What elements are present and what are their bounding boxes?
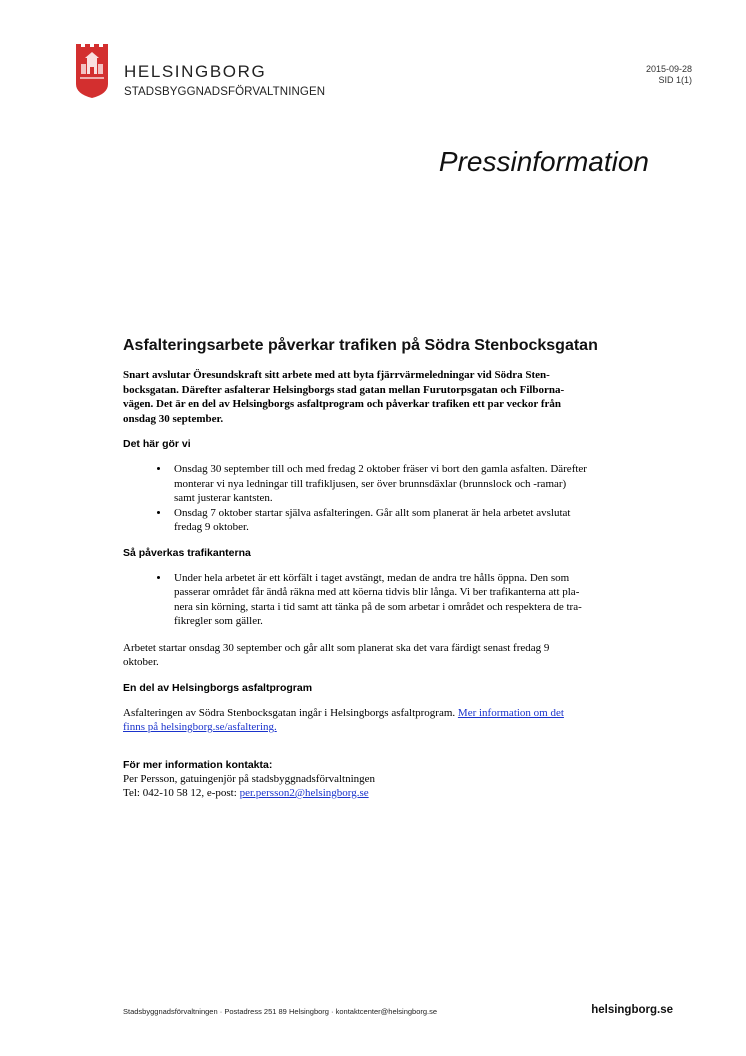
contact-email-link[interactable]: per.persson2@helsingborg.se bbox=[239, 787, 369, 799]
department-name: STADSBYGGNADSFÖRVALTNINGEN bbox=[124, 86, 326, 98]
list-item-line: Onsdag 7 oktober startar själva asfalteringen. Går allt som planerat är hela arbetet avslutat bbox=[174, 506, 571, 519]
footer-website: helsingborg.se bbox=[591, 1004, 673, 1016]
lead-line: vägen. Det är en del av Helsingborgs asfaltprogram och påverkar trafiken ett par veckor från bbox=[123, 398, 562, 410]
list-item-line: nera sin körning, starta i tid samt att tänka på de som arbetar i området och respektera de tra- bbox=[174, 600, 582, 613]
list-item bbox=[170, 571, 643, 629]
document-meta bbox=[646, 64, 692, 86]
paragraph-line: oktober. bbox=[123, 656, 159, 668]
paragraph-line: Arbetet startar onsdag 30 september och går allt som planerat ska det vara färdigt senast fredag 9 bbox=[123, 641, 550, 654]
lead-line: bocksgatan. Därefter asfalterar Helsingborgs stad gatan mellan Furutorpsgatan och Filborna- bbox=[123, 383, 565, 396]
contact-label: För mer information kontakta: bbox=[123, 758, 273, 771]
helsingborg-crest-icon bbox=[76, 44, 108, 98]
list-item-line: Under hela arbetet är ett körfält i taget avstängt, medan de andra tre hålls öppna. Den som bbox=[174, 571, 570, 584]
list-item-line: fredag 9 oktober. bbox=[174, 521, 249, 533]
list-item-line: Onsdag 30 september till och med fredag 2 oktober fräser vi bort den gamla asfalten. Därefter bbox=[174, 463, 587, 475]
link-text: finns på helsingborg.se/asfaltering. bbox=[123, 721, 277, 733]
section-heading: En del av Helsingborgs asfaltprogram bbox=[123, 681, 313, 694]
article-body bbox=[123, 337, 643, 801]
section-heading: Så påverkas trafikanterna bbox=[123, 546, 251, 559]
list-item-line: passerar området får ändå räkna med att köerna tidvis blir långa. Vi ber trafikanterna att pla- bbox=[174, 586, 580, 598]
list-item-line: monterar vi nya ledningar till trafikljusen, ser över brunnsdäxlar (brunnslock och -ramar) bbox=[174, 477, 567, 490]
document-date: 2015-09-28 bbox=[645, 64, 692, 74]
article-headline: Asfalteringsarbete påverkar trafiken på Södra Stenbocksgatan bbox=[123, 337, 598, 354]
link-text: Mer information om det bbox=[457, 706, 564, 719]
contact-name: Per Persson, gatuingenjör på stadsbyggnadsförvaltningen bbox=[123, 772, 376, 785]
list-item-line: samt justerar kantsten. bbox=[174, 492, 273, 504]
contact-phone-text: Tel: 042-10 58 12, e-post: bbox=[123, 787, 240, 799]
article-lead bbox=[123, 368, 643, 426]
section-heading: Det här gör vi bbox=[123, 438, 191, 450]
lead-line: onsdag 30 september. bbox=[123, 412, 224, 425]
list-item bbox=[170, 506, 643, 535]
bullet-list bbox=[123, 462, 643, 535]
lead-line: Snart avslutar Öresundskraft sitt arbete med att byta fjärrvärmeledningar vid Södra Sten- bbox=[123, 369, 550, 381]
organization-name: HELSINGBORG bbox=[124, 62, 267, 81]
contact-phone bbox=[123, 786, 643, 801]
paragraph bbox=[123, 641, 643, 670]
bullet-list bbox=[123, 571, 643, 629]
page-number: SID 1(1) bbox=[658, 75, 692, 85]
list-item-line: fikregler som gäller. bbox=[174, 615, 263, 627]
footer-address: Stadsbyggnadsförvaltningen · Postadress 251 89 Helsingborg · kontaktcenter@helsingborg.se bbox=[123, 1007, 438, 1016]
paragraph bbox=[123, 706, 643, 735]
contact-block bbox=[123, 758, 643, 801]
document-type-title: Pressinformation bbox=[438, 146, 649, 177]
list-item bbox=[170, 462, 643, 506]
paragraph-text: Asfalteringen av Södra Stenbocksgatan ingår i Helsingborgs asfaltprogram. bbox=[123, 706, 458, 719]
